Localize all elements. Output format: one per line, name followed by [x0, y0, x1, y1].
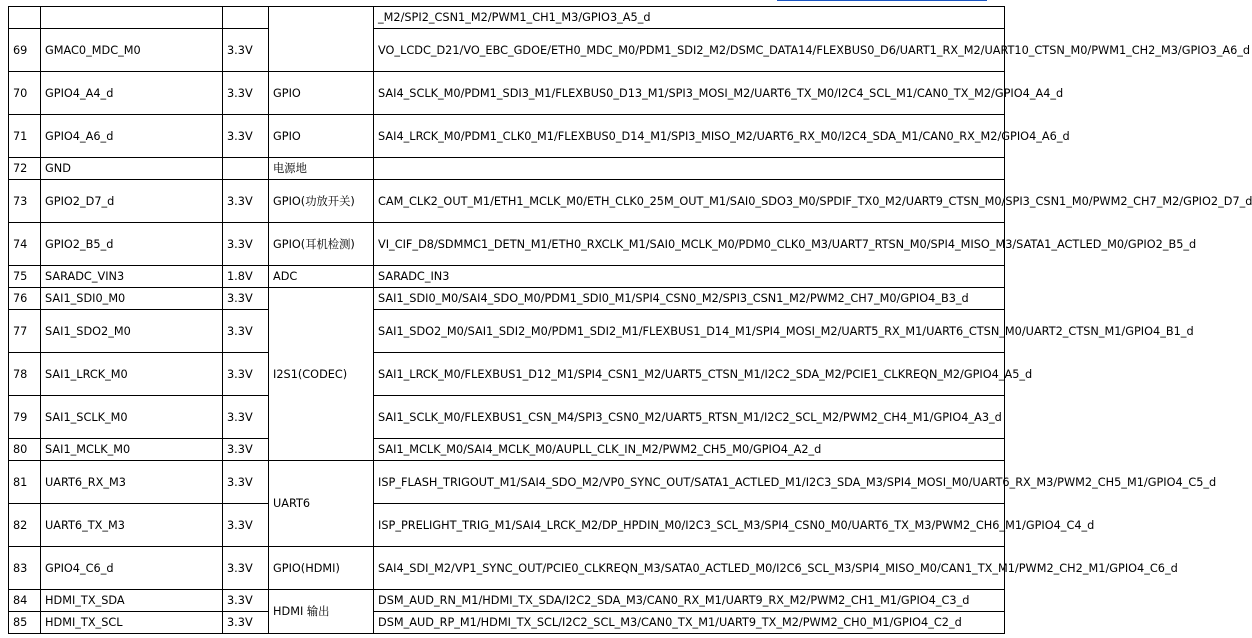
pin-number: 83 — [9, 547, 41, 590]
table-row — [9, 180, 1005, 223]
pin-functions: VO_LCDC_D21/VO_EBC_GDOE/ETH0_MDC_M0/PDM1_SDI2_M2/DSMC_DATA14/FLEXBUS0_D6/UART1_RX_M2/UART10_CTSN_M0/PWM1_CH2_M3/GPIO3_A6_d — [374, 29, 1005, 72]
pin-name: SAI1_SDI0_M0 — [41, 288, 223, 310]
pin-name: GPIO4_C6_d — [41, 547, 223, 590]
table-row — [9, 547, 1005, 590]
pin-functions: CAM_CLK2_OUT_M1/ETH1_MCLK_M0/ETH_CLK0_25M_OUT_M1/SAI0_SDO3_M0/SPDIF_TX0_M2/UART9_CTSN_M0/SPI3_CSN1_M0/PWM2_CH7_M2/GPIO2_D7_d — [374, 180, 1005, 223]
pin-name: UART6_TX_M3 — [41, 504, 223, 547]
table-row — [9, 612, 1005, 634]
pin-number: 74 — [9, 223, 41, 266]
pin-name: HDMI_TX_SCL — [41, 612, 223, 634]
pin-functions: DSM_AUD_RP_M1/HDMI_TX_SCL/I2C2_SCL_M3/CAN0_TX_M1/UART9_TX_M2/PWM2_CH0_M1/GPIO4_C2_d — [374, 612, 1005, 634]
pin-functions: _M2/SPI2_CSN1_M2/PWM1_CH1_M3/GPIO3_A5_d — [374, 7, 1005, 29]
pin-type-group-i2s1: I2S1(CODEC) — [269, 288, 374, 461]
pin-functions: SAI1_SDO2_M0/SAI1_SDI2_M0/PDM1_SDI2_M1/FLEXBUS1_D14_M1/SPI4_MOSI_M2/UART5_RX_M1/UART6_CTSN_M0/UART2_CTSN_M1/GPIO4_B1_d — [374, 310, 1005, 353]
pin-functions: SAI1_LRCK_M0/FLEXBUS1_D12_M1/SPI4_CSN1_M2/UART5_CTSN_M1/I2C2_SDA_M2/PCIE1_CLKREQN_M2/GPIO4_A5_d — [374, 353, 1005, 396]
pin-name — [41, 7, 223, 29]
pin-voltage: 3.3V — [223, 396, 269, 439]
pin-type: GPIO — [269, 115, 374, 158]
pin-functions: SARADC_IN3 — [374, 266, 1005, 288]
pin-voltage: 3.3V — [223, 180, 269, 223]
pin-voltage — [223, 7, 269, 29]
pin-voltage — [223, 158, 269, 180]
pin-type: 电源地 — [269, 158, 374, 180]
pin-voltage: 3.3V — [223, 547, 269, 590]
pin-type: GPIO(HDMI) — [269, 547, 374, 590]
pin-number: 75 — [9, 266, 41, 288]
table-row — [9, 29, 1005, 72]
pin-functions: SAI4_LRCK_M0/PDM1_CLK0_M1/FLEXBUS0_D14_M1/SPI3_MISO_M2/UART6_RX_M0/I2C4_SDA_M1/CAN0_RX_M2/GPIO4_A6_d — [374, 115, 1005, 158]
pin-type: ADC — [269, 266, 374, 288]
pin-voltage: 3.3V — [223, 461, 269, 504]
pin-name: UART6_RX_M3 — [41, 461, 223, 504]
pin-table-document — [8, 6, 1252, 634]
table-row — [9, 223, 1005, 266]
pin-type — [269, 7, 374, 72]
pin-functions: SAI1_SCLK_M0/FLEXBUS1_CSN_M4/SPI3_CSN0_M2/UART5_RTSN_M1/I2C2_SCL_M2/PWM2_CH4_M1/GPIO4_A3_d — [374, 396, 1005, 439]
table-row — [9, 310, 1005, 353]
pin-number: 82 — [9, 504, 41, 547]
pin-name: GPIO4_A6_d — [41, 115, 223, 158]
pin-voltage: 3.3V — [223, 223, 269, 266]
pin-voltage: 3.3V — [223, 72, 269, 115]
table-row — [9, 158, 1005, 180]
pin-voltage: 3.3V — [223, 115, 269, 158]
pin-voltage: 3.3V — [223, 29, 269, 72]
pin-voltage: 3.3V — [223, 353, 269, 396]
pin-name: HDMI_TX_SDA — [41, 590, 223, 612]
table-row — [9, 439, 1005, 461]
table-row — [9, 288, 1005, 310]
pin-name: GMAC0_MDC_M0 — [41, 29, 223, 72]
pin-definition-table — [8, 6, 1252, 634]
pin-number: 76 — [9, 288, 41, 310]
table-row — [9, 353, 1005, 396]
table-row — [9, 7, 1005, 29]
pin-voltage: 3.3V — [223, 439, 269, 461]
pin-number: 85 — [9, 612, 41, 634]
pin-functions: SAI1_SDI0_M0/SAI4_SDO_M0/PDM1_SDI0_M1/SPI4_CSN0_M2/SPI3_CSN1_M2/PWM2_CH7_M0/GPIO4_B3_d — [374, 288, 1005, 310]
pin-voltage: 3.3V — [223, 612, 269, 634]
pin-name: GPIO4_A4_d — [41, 72, 223, 115]
pin-type: GPIO(耳机检测) — [269, 223, 374, 266]
table-row — [9, 590, 1005, 612]
pin-functions: VI_CIF_D8/SDMMC1_DETN_M1/ETH0_RXCLK_M1/SAI0_MCLK_M0/PDM0_CLK0_M3/UART7_RTSN_M0/SPI4_MISO_M3/SATA1_ACTLED_M0/GPIO2_B5_d — [374, 223, 1005, 266]
pin-name: SAI1_LRCK_M0 — [41, 353, 223, 396]
table-row — [9, 266, 1005, 288]
pin-number: 71 — [9, 115, 41, 158]
pin-number: 77 — [9, 310, 41, 353]
pin-number: 72 — [9, 158, 41, 180]
pin-name: GPIO2_D7_d — [41, 180, 223, 223]
pin-voltage: 3.3V — [223, 310, 269, 353]
pin-number — [9, 7, 41, 29]
pin-number: 69 — [9, 29, 41, 72]
pin-number: 78 — [9, 353, 41, 396]
pin-name: SARADC_VIN3 — [41, 266, 223, 288]
table-row — [9, 396, 1005, 439]
pin-voltage: 3.3V — [223, 504, 269, 547]
pin-functions — [374, 158, 1005, 180]
pin-name: GPIO2_B5_d — [41, 223, 223, 266]
pin-name: SAI1_SDO2_M0 — [41, 310, 223, 353]
pin-name: SAI1_MCLK_M0 — [41, 439, 223, 461]
pin-functions: ISP_PRELIGHT_TRIG_M1/SAI4_LRCK_M2/DP_HPDIN_M0/I2C3_SCL_M3/SPI4_CSN0_M0/UART6_TX_M3/PWM2_CH6_M1/GPIO4_C4_d — [374, 504, 1005, 547]
pin-voltage: 3.3V — [223, 288, 269, 310]
pin-functions: SAI1_MCLK_M0/SAI4_MCLK_M0/AUPLL_CLK_IN_M2/PWM2_CH5_M0/GPIO4_A2_d — [374, 439, 1005, 461]
pin-name: SAI1_SCLK_M0 — [41, 396, 223, 439]
table-row — [9, 461, 1005, 504]
pin-number: 73 — [9, 180, 41, 223]
table-row — [9, 115, 1005, 158]
header-rule — [777, 0, 987, 5]
pin-number: 84 — [9, 590, 41, 612]
pin-functions: SAI4_SCLK_M0/PDM1_SDI3_M1/FLEXBUS0_D13_M1/SPI3_MOSI_M2/UART6_TX_M0/I2C4_SCL_M1/CAN0_TX_M2/GPIO4_A4_d — [374, 72, 1005, 115]
pin-type: GPIO(功放开关) — [269, 180, 374, 223]
pin-functions: ISP_FLASH_TRIGOUT_M1/SAI4_SDO_M2/VP0_SYNC_OUT/SATA1_ACTLED_M1/I2C3_SDA_M3/SPI4_MOSI_M0/UART6_RX_M3/PWM2_CH5_M1/GPIO4_C5_d — [374, 461, 1005, 504]
pin-number: 80 — [9, 439, 41, 461]
pin-functions: DSM_AUD_RN_M1/HDMI_TX_SDA/I2C2_SDA_M3/CAN0_RX_M1/UART9_RX_M2/PWM2_CH1_M1/GPIO4_C3_d — [374, 590, 1005, 612]
pin-type-group-uart6: UART6 — [269, 461, 374, 547]
table-row — [9, 504, 1005, 547]
pin-number: 79 — [9, 396, 41, 439]
pin-voltage: 3.3V — [223, 590, 269, 612]
pin-functions: SAI4_SDI_M2/VP1_SYNC_OUT/PCIE0_CLKREQN_M3/SATA0_ACTLED_M0/I2C6_SCL_M3/SPI4_MISO_M0/CAN1_TX_M1/PWM2_CH2_M1/GPIO4_C6_d — [374, 547, 1005, 590]
pin-number: 81 — [9, 461, 41, 504]
pin-name: GND — [41, 158, 223, 180]
pin-number: 70 — [9, 72, 41, 115]
pin-voltage: 1.8V — [223, 266, 269, 288]
pin-type: GPIO — [269, 72, 374, 115]
pin-type-group-hdmi: HDMI 输出 — [269, 590, 374, 634]
table-row — [9, 72, 1005, 115]
